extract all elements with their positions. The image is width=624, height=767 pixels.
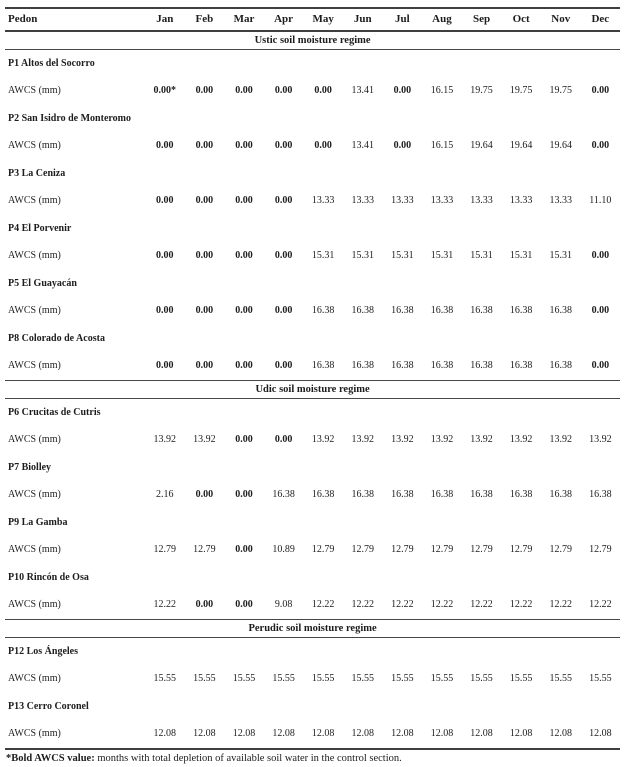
awcs-value-cell: 0.00 xyxy=(235,85,253,96)
awcs-value-cell: 16.15 xyxy=(430,140,454,151)
awcs-value-cell: 13.92 xyxy=(193,434,216,445)
awcs-value-cell: 16.38 xyxy=(351,489,375,500)
column-header-dec: Dec xyxy=(581,8,621,31)
pedon-name-row xyxy=(5,399,620,426)
awcs-value-cell: 0.00 xyxy=(235,360,253,371)
awcs-row-label: AWCS (mm) xyxy=(8,305,61,316)
column-header-feb: Feb xyxy=(185,8,225,31)
pedon-name-row xyxy=(5,564,620,590)
pedon-name: P7 Biolley xyxy=(8,461,52,473)
awcs-value-cell: 16.38 xyxy=(509,489,533,500)
section-title: Udic soil moisture regime xyxy=(5,381,620,399)
pedon-name: P4 El Porvenir xyxy=(8,222,72,234)
awcs-value-cell: 16.38 xyxy=(470,305,493,316)
header-row xyxy=(5,8,620,31)
awcs-value-cell: 13.33 xyxy=(430,195,454,206)
awcs-value-cell: 15.31 xyxy=(391,250,414,261)
table-body xyxy=(5,31,620,749)
awcs-value-cell: 15.55 xyxy=(509,673,533,684)
awcs-value-cell: 0.00 xyxy=(235,434,253,445)
awcs-value-cell: 16.38 xyxy=(430,360,454,371)
pedon-name: P13 Cerro Coronel xyxy=(8,700,89,712)
awcs-value-cell: 0.00 xyxy=(156,305,174,316)
awcs-row xyxy=(5,351,620,381)
pedon-name-row xyxy=(5,105,620,131)
awcs-value-cell: 12.79 xyxy=(153,544,177,555)
table-footnote xyxy=(6,753,620,764)
awcs-row-label: AWCS (mm) xyxy=(8,140,61,151)
awcs-value-cell: 13.92 xyxy=(391,434,414,445)
awcs-value-cell: 16.38 xyxy=(470,360,493,371)
awcs-value-cell: 0.00 xyxy=(274,85,293,96)
awcs-row-label: AWCS (mm) xyxy=(8,544,61,555)
awcs-value-cell: 16.15 xyxy=(430,85,454,96)
awcs-value-cell: 12.79 xyxy=(430,544,454,555)
awcs-value-cell: 16.38 xyxy=(549,489,572,500)
column-header-jun: Jun xyxy=(343,8,383,31)
pedon-name-row xyxy=(5,638,620,665)
awcs-value-cell: 0.00 xyxy=(195,360,214,371)
awcs-value-cell: 0.00 xyxy=(235,544,253,555)
awcs-value-cell: 12.08 xyxy=(549,728,572,739)
awcs-value-cell: 0.00 xyxy=(591,250,610,261)
awcs-value-cell: 16.38 xyxy=(589,489,612,500)
awcs-value-cell: 16.38 xyxy=(430,305,454,316)
section-title: Ustic soil moisture regime xyxy=(5,31,620,50)
pedon-name-row xyxy=(5,160,620,186)
awcs-row-label: AWCS (mm) xyxy=(8,360,61,371)
awcs-value-cell: 0.00 xyxy=(591,85,610,96)
awcs-value-cell: 15.31 xyxy=(430,250,454,261)
awcs-value-cell: 13.41 xyxy=(351,85,375,96)
awcs-row xyxy=(5,241,620,270)
awcs-row-label: AWCS (mm) xyxy=(8,599,61,610)
awcs-row-label: AWCS (mm) xyxy=(8,195,61,206)
awcs-value-cell: 0.00 xyxy=(195,140,214,151)
awcs-value-cell: 0.00 xyxy=(195,599,214,610)
awcs-value-cell: 12.08 xyxy=(391,728,414,739)
awcs-row xyxy=(5,535,620,564)
awcs-value-cell: 13.33 xyxy=(351,195,375,206)
awcs-value-cell: 13.92 xyxy=(549,434,572,445)
awcs-value-cell: 12.22 xyxy=(351,599,375,610)
awcs-value-cell: 12.22 xyxy=(430,599,454,610)
awcs-value-cell: 0.00 xyxy=(591,360,610,371)
awcs-value-cell: 0.00 xyxy=(591,305,610,316)
pedon-name-row xyxy=(5,215,620,241)
awcs-value-cell: 16.38 xyxy=(351,305,375,316)
awcs-value-cell: 15.55 xyxy=(589,673,612,684)
awcs-value-cell: 12.79 xyxy=(549,544,572,555)
column-header-pedon: Pedon xyxy=(5,8,145,31)
awcs-row xyxy=(5,186,620,215)
awcs-value-cell: 0.00 xyxy=(393,140,412,151)
awcs-value-cell: 0.00 xyxy=(156,250,174,261)
pedon-name-row xyxy=(5,325,620,351)
awcs-row-label: AWCS (mm) xyxy=(8,728,61,739)
awcs-value-cell: 0.00 xyxy=(274,195,293,206)
awcs-value-cell: 15.55 xyxy=(272,673,295,684)
awcs-value-cell: 16.38 xyxy=(391,360,414,371)
awcs-value-cell: 12.08 xyxy=(589,728,612,739)
awcs-value-cell: 12.79 xyxy=(589,544,612,555)
awcs-row-label: AWCS (mm) xyxy=(8,434,61,445)
awcs-value-cell: 12.22 xyxy=(391,599,414,610)
awcs-value-cell: 13.92 xyxy=(153,434,177,445)
awcs-value-cell: 12.79 xyxy=(470,544,493,555)
awcs-value-cell: 0.00 xyxy=(195,85,214,96)
awcs-row xyxy=(5,590,620,620)
pedon-name: P9 La Gamba xyxy=(8,516,68,528)
awcs-value-cell: 12.08 xyxy=(311,728,335,739)
awcs-value-cell: 13.92 xyxy=(470,434,493,445)
awcs-value-cell: 15.55 xyxy=(430,673,454,684)
awcs-value-cell: 12.79 xyxy=(351,544,375,555)
awcs-row-label: AWCS (mm) xyxy=(8,250,61,261)
pedon-name: P12 Los Ángeles xyxy=(8,645,78,657)
awcs-value-cell: 13.92 xyxy=(589,434,612,445)
awcs-value-cell: 16.38 xyxy=(470,489,493,500)
awcs-row xyxy=(5,296,620,325)
awcs-value-cell: 0.00 xyxy=(195,250,214,261)
awcs-value-cell: 0.00 xyxy=(274,305,293,316)
awcs-row xyxy=(5,131,620,160)
awcs-value-cell: 19.64 xyxy=(509,140,533,151)
awcs-row-label: AWCS (mm) xyxy=(8,85,61,96)
awcs-value-cell: 0.00 xyxy=(195,305,214,316)
awcs-value-cell: 16.38 xyxy=(391,305,414,316)
awcs-row xyxy=(5,664,620,693)
awcs-value-cell: 15.55 xyxy=(470,673,493,684)
column-header-jul: Jul xyxy=(383,8,423,31)
awcs-value-cell: 12.79 xyxy=(311,544,335,555)
awcs-value-cell: 10.89 xyxy=(272,544,295,555)
pedon-name: P3 La Ceniza xyxy=(8,167,66,179)
column-header-oct: Oct xyxy=(501,8,541,31)
awcs-value-cell: 0.00 xyxy=(314,140,332,151)
awcs-value-cell: 16.38 xyxy=(311,489,335,500)
awcs-row-label: AWCS (mm) xyxy=(8,673,61,684)
column-header-jan: Jan xyxy=(145,8,185,31)
column-header-mar: Mar xyxy=(224,8,264,31)
awcs-value-cell: 0.00 xyxy=(274,250,293,261)
awcs-monthly-table xyxy=(5,7,620,750)
footnote-lead: *Bold AWCS value: xyxy=(6,753,95,764)
awcs-value-cell: 13.33 xyxy=(391,195,414,206)
awcs-row xyxy=(5,480,620,509)
awcs-value-cell: 12.22 xyxy=(153,599,177,610)
awcs-value-cell: 15.31 xyxy=(470,250,493,261)
awcs-value-cell: 16.38 xyxy=(549,360,572,371)
column-header-nov: Nov xyxy=(541,8,581,31)
awcs-value-cell: 12.22 xyxy=(549,599,572,610)
awcs-value-cell: 13.92 xyxy=(311,434,335,445)
awcs-value-cell: 19.64 xyxy=(549,140,572,151)
awcs-value-cell: 15.55 xyxy=(153,673,177,684)
awcs-value-cell: 0.00 xyxy=(235,195,253,206)
awcs-value-cell: 16.38 xyxy=(430,489,454,500)
awcs-value-cell: 0.00 xyxy=(314,85,332,96)
awcs-value-cell: 12.08 xyxy=(153,728,177,739)
pedon-name: P6 Crucitas de Cutris xyxy=(8,406,101,418)
awcs-value-cell: 0.00 xyxy=(274,140,293,151)
pedon-name-row xyxy=(5,270,620,296)
pedon-name-row xyxy=(5,693,620,719)
awcs-value-cell: 0.00 xyxy=(591,140,610,151)
awcs-value-cell: 12.08 xyxy=(430,728,454,739)
awcs-value-cell: 13.33 xyxy=(470,195,493,206)
section-title-row xyxy=(5,31,620,50)
awcs-value-cell: 19.64 xyxy=(470,140,493,151)
section-title: Perudic soil moisture regime xyxy=(5,620,620,638)
awcs-value-cell: 12.08 xyxy=(351,728,375,739)
awcs-value-cell: 0.00* xyxy=(153,85,177,96)
awcs-value-cell: 12.79 xyxy=(391,544,414,555)
awcs-value-cell: 9.08 xyxy=(274,599,293,610)
awcs-value-cell: 0.00 xyxy=(274,434,293,445)
awcs-value-cell: 12.08 xyxy=(232,728,256,739)
awcs-value-cell: 0.00 xyxy=(156,195,174,206)
awcs-value-cell: 12.22 xyxy=(589,599,612,610)
awcs-value-cell: 0.00 xyxy=(393,85,412,96)
awcs-value-cell: 12.79 xyxy=(193,544,216,555)
awcs-value-cell: 0.00 xyxy=(235,305,253,316)
section-title-row xyxy=(5,620,620,638)
awcs-value-cell: 12.08 xyxy=(193,728,216,739)
column-header-may: May xyxy=(303,8,343,31)
pedon-name-row xyxy=(5,50,620,77)
awcs-value-cell: 19.75 xyxy=(509,85,533,96)
awcs-value-cell: 0.00 xyxy=(274,360,293,371)
awcs-value-cell: 13.92 xyxy=(351,434,375,445)
awcs-value-cell: 16.38 xyxy=(549,305,572,316)
awcs-value-cell: 12.22 xyxy=(470,599,493,610)
awcs-value-cell: 12.08 xyxy=(509,728,533,739)
awcs-value-cell: 15.55 xyxy=(351,673,375,684)
awcs-row xyxy=(5,719,620,749)
awcs-row xyxy=(5,425,620,454)
awcs-value-cell: 19.75 xyxy=(549,85,572,96)
awcs-value-cell: 13.33 xyxy=(549,195,572,206)
awcs-value-cell: 12.22 xyxy=(509,599,533,610)
awcs-value-cell: 0.00 xyxy=(195,195,214,206)
pedon-name: P2 San Isidro de Monteromo xyxy=(8,112,131,124)
awcs-value-cell: 15.55 xyxy=(193,673,216,684)
awcs-row xyxy=(5,76,620,105)
awcs-value-cell: 12.08 xyxy=(470,728,493,739)
awcs-value-cell: 12.08 xyxy=(272,728,295,739)
awcs-value-cell: 16.38 xyxy=(311,305,335,316)
awcs-value-cell: 12.79 xyxy=(509,544,533,555)
pedon-name-row xyxy=(5,454,620,480)
pedon-name-row xyxy=(5,509,620,535)
awcs-value-cell: 13.41 xyxy=(351,140,375,151)
column-header-aug: Aug xyxy=(422,8,462,31)
awcs-value-cell: 11.10 xyxy=(589,195,612,206)
awcs-value-cell: 15.55 xyxy=(311,673,335,684)
awcs-value-cell: 19.75 xyxy=(470,85,493,96)
column-header-sep: Sep xyxy=(462,8,502,31)
awcs-value-cell: 16.38 xyxy=(351,360,375,371)
awcs-value-cell: 15.31 xyxy=(549,250,572,261)
awcs-value-cell: 15.31 xyxy=(351,250,375,261)
awcs-value-cell: 13.92 xyxy=(430,434,454,445)
awcs-value-cell: 12.22 xyxy=(311,599,335,610)
awcs-value-cell: 13.33 xyxy=(311,195,335,206)
footnote-text: months with total depletion of available soil water in the control section. xyxy=(94,753,402,764)
pedon-name: P10 Rincón de Osa xyxy=(8,571,89,583)
awcs-value-cell: 0.00 xyxy=(235,489,253,500)
pedon-name: P5 El Guayacán xyxy=(8,277,77,289)
awcs-value-cell: 16.38 xyxy=(391,489,414,500)
awcs-value-cell: 0.00 xyxy=(156,140,174,151)
awcs-value-cell: 15.55 xyxy=(391,673,414,684)
column-header-apr: Apr xyxy=(264,8,304,31)
section-title-row xyxy=(5,381,620,399)
awcs-value-cell: 16.38 xyxy=(509,360,533,371)
awcs-value-cell: 13.33 xyxy=(509,195,533,206)
awcs-value-cell: 15.31 xyxy=(509,250,533,261)
pedon-name: P1 Altos del Socorro xyxy=(8,57,95,69)
table-header xyxy=(5,8,620,31)
awcs-value-cell: 2.16 xyxy=(156,489,174,500)
pedon-name: P8 Colorado de Acosta xyxy=(8,332,105,344)
awcs-value-cell: 16.38 xyxy=(311,360,335,371)
awcs-value-cell: 0.00 xyxy=(156,360,174,371)
awcs-row-label: AWCS (mm) xyxy=(8,489,61,500)
awcs-value-cell: 0.00 xyxy=(235,599,253,610)
awcs-value-cell: 0.00 xyxy=(235,140,253,151)
awcs-value-cell: 15.55 xyxy=(232,673,256,684)
awcs-value-cell: 15.55 xyxy=(549,673,572,684)
awcs-value-cell: 0.00 xyxy=(195,489,214,500)
awcs-value-cell: 16.38 xyxy=(509,305,533,316)
awcs-value-cell: 15.31 xyxy=(311,250,335,261)
awcs-value-cell: 16.38 xyxy=(272,489,295,500)
awcs-value-cell: 0.00 xyxy=(235,250,253,261)
awcs-value-cell: 13.92 xyxy=(509,434,533,445)
